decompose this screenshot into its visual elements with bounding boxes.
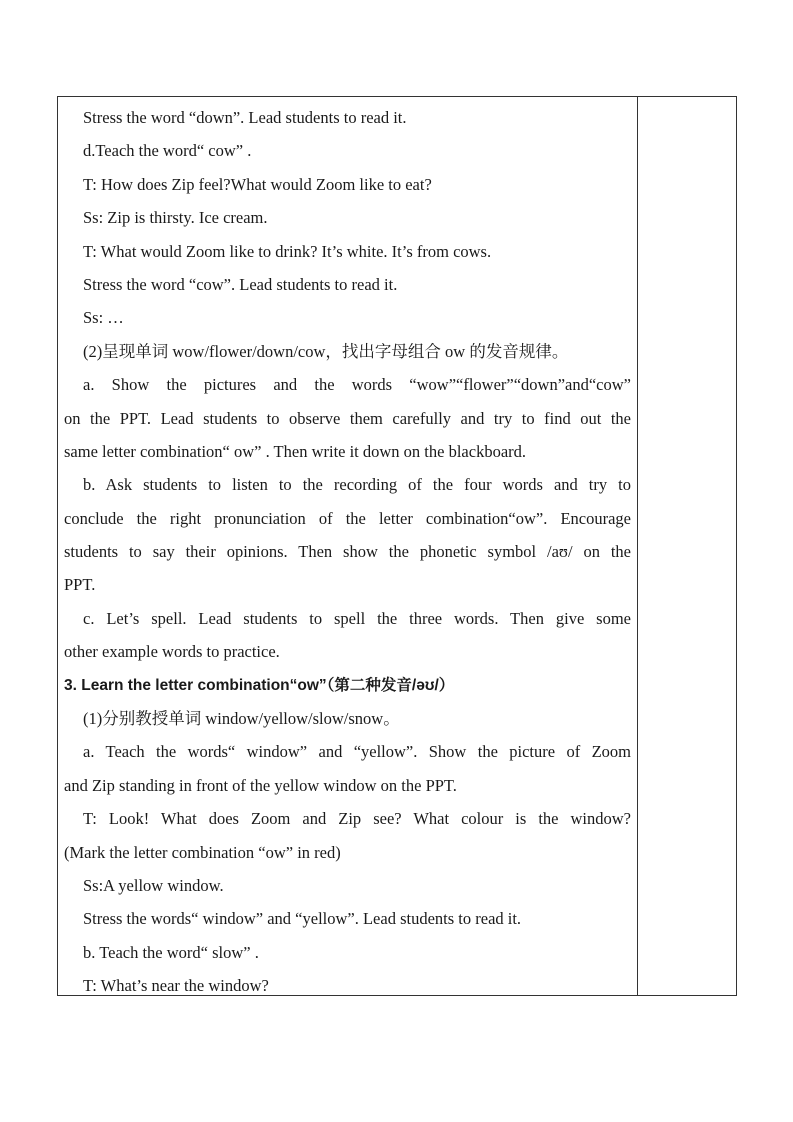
notes-cell <box>638 97 736 995</box>
text-line: students to say their opinions. Then show the phonetic symbol /aʊ/ on the <box>64 542 631 562</box>
text-line: PPT. <box>64 575 96 595</box>
text-line: Stress the word “down”. Lead students to read it. <box>83 108 407 127</box>
lesson-table <box>57 96 737 996</box>
text-line: b. Teach the word“ slow” . <box>83 942 259 962</box>
text-line: (1)分别教授单词 window/yellow/slow/snow。 <box>83 709 400 729</box>
text-line: d.Teach the word“ cow” . <box>83 141 252 161</box>
text-line: and Zip standing in front of the yellow window on the PPT. <box>64 775 457 795</box>
text-line: a. Teach the words“ window” and “yellow”. Show the picture of Zoom <box>83 742 631 762</box>
text-line: Ss: Zip is thirsty. Ice cream. <box>83 208 268 228</box>
text-line: T: Look! What does Zoom and Zip see? What colour is the window? <box>83 809 631 829</box>
text-line: b. Ask students to listen to the recording of the four words and try to <box>83 475 631 495</box>
text-line: same letter combination“ ow” . Then write it down on the blackboard. <box>64 441 527 461</box>
text-line: c. Let’s spell. Lead students to spell the three words. Then give some <box>83 608 631 628</box>
text-line: T: What’s near the window? <box>83 976 269 996</box>
lesson-content-cell <box>58 97 637 995</box>
text-line: Ss: … <box>83 308 124 328</box>
text-line: T: How does Zip feel?What would Zoom like to eat? <box>83 174 432 194</box>
text-line: T: What would Zoom like to drink? It’s white. It’s from cows. <box>83 241 492 261</box>
text-line: (Mark the letter combination “ow” in red) <box>64 842 341 862</box>
text-line: a. Show the pictures and the words “wow”“flower”“down”and“cow” <box>83 375 631 395</box>
text-line: Stress the word “cow”. Lead students to read it. <box>83 274 398 294</box>
section-heading: 3. Learn the letter combination“ow”（第二种发音/əʊ/） <box>64 676 455 694</box>
text-line: conclude the right pronunciation of the letter combination“ow”. Encourage <box>64 508 631 528</box>
text-line: (2)呈现单词 wow/flower/down/cow，找出字母组合 ow 的发音规律。 <box>83 341 569 361</box>
text-line: Ss:A yellow window. <box>83 875 224 895</box>
text-line: other example words to practice. <box>64 642 280 662</box>
text-line: on the PPT. Lead students to observe them carefully and try to find out the <box>64 408 631 428</box>
text-line: Stress the words“ window” and “yellow”. Lead students to read it. <box>83 909 522 929</box>
